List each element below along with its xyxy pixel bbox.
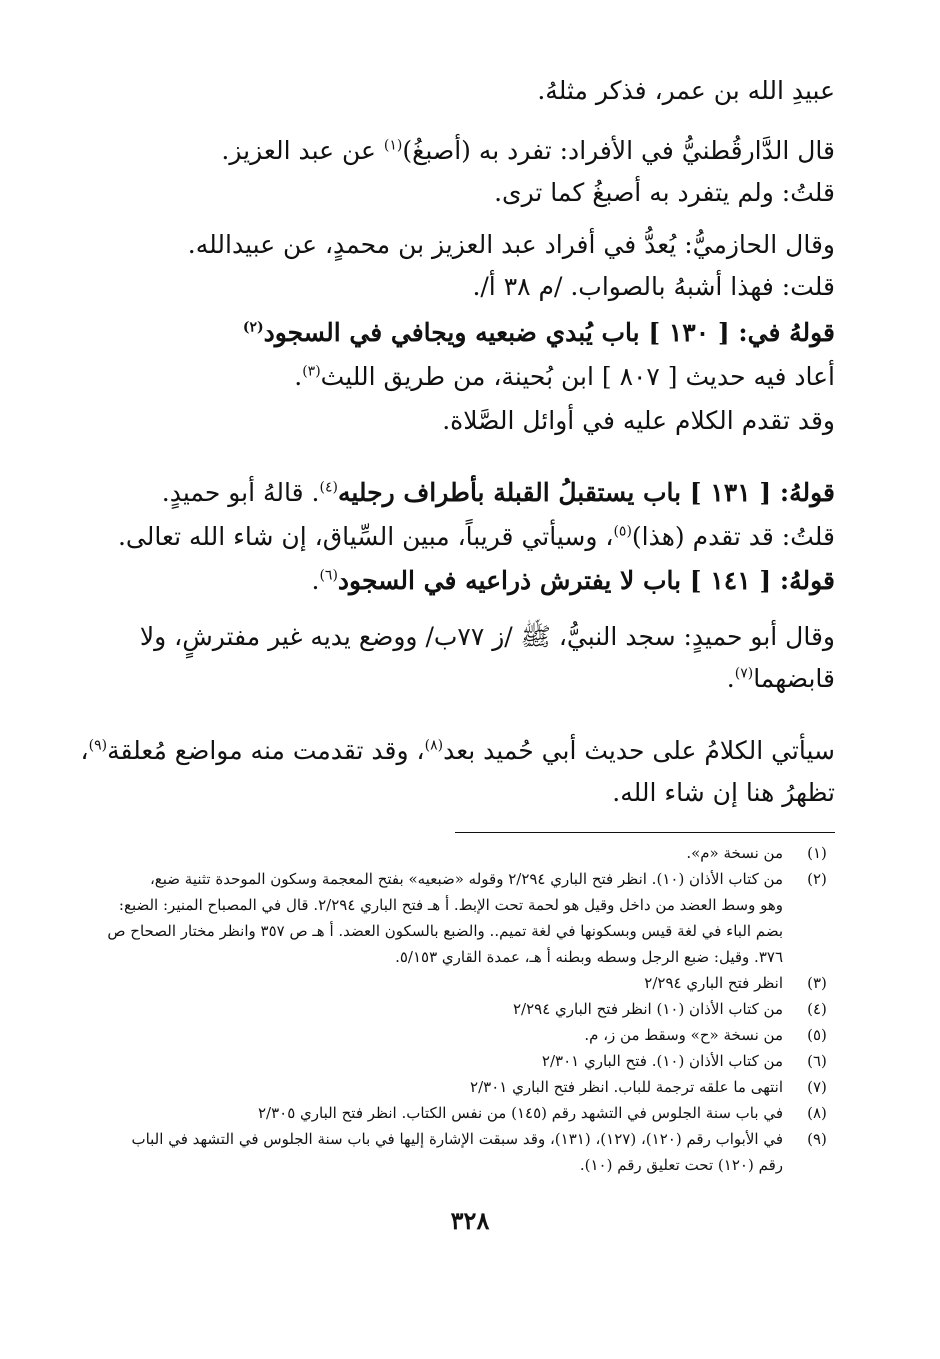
footnote-text: في باب سنة الجلوس في التشهد رقم (١٤٥) من نفس الكتاب. انظر فتح الباري ٢/٣٠٥ (257, 1104, 783, 1122)
body-line-11 (95, 564, 835, 598)
body-line-15 (95, 776, 835, 810)
footnote-ref-4[interactable]: (٤) (319, 479, 338, 496)
footnote-text: في الأبواب رقم (١٢٠)، (١٢٧)، (١٣١)، وقد سبقت الإشارة إليها في باب سنة الجلوس في التشهد في الباب (131, 1130, 783, 1148)
footnote-text: انتهى ما علقه ترجمة للباب. انظر فتح الباري ٢/٣٠١ (470, 1078, 783, 1096)
footnote-ref-9[interactable]: (٩) (88, 737, 108, 754)
footnote-text: من نسخة «م». (686, 844, 783, 862)
footnote-number: (٦) (807, 1052, 827, 1070)
footnote-ref-7[interactable]: (٧) (734, 665, 754, 682)
footnote-number: (٢) (807, 870, 827, 888)
footnote-ref-1[interactable]: (١) (383, 137, 403, 154)
line-text: . (311, 566, 320, 595)
line-text: قال الدَّارقُطنيُّ في الأفراد: تفرد به (أصبغُ) (402, 136, 835, 165)
body-line-14 (80, 734, 835, 768)
line-text: قابضهما (753, 664, 835, 693)
line-text: قلتُ: ولم يتفرد به أصبغُ كما ترى. (494, 178, 835, 207)
footnote-number: (٥) (807, 1026, 827, 1044)
footnote-ref-5[interactable]: (٥) (613, 523, 632, 540)
body-line-2 (95, 134, 835, 168)
line-text: قلتُ: قد تقدم (هذا) (631, 522, 835, 551)
footnote-text: من كتاب الأذان (١٠). فتح الباري ٢/٣٠١ (541, 1052, 783, 1070)
footnote-9-cont-1: رقم (١٢٠) تحت تعليق رقم (١٠). (579, 1156, 783, 1174)
footnote-ref-3[interactable]: (٣) (302, 363, 321, 380)
line-text: ، وقد تقدمت منه مواضع مُعلقة (107, 736, 425, 765)
body-line-1 (95, 74, 835, 108)
body-line-12 (95, 620, 835, 654)
footnote-number: (٤) (807, 1000, 827, 1018)
footnote-number: (٨) (807, 1104, 827, 1122)
body-line-3 (95, 176, 835, 210)
footnote-number: (٧) (807, 1078, 827, 1096)
line-text: وقال أبو حميدٍ: سجد النبيُّ، ﷺ /ز ٧٧ب/ ووضع يديه غير مفترشٍ، ولا (139, 622, 835, 651)
footnote-2-cont-1: وهو وسط العضد من داخل وقيل هو لحمة تحت الإبط. أ هـ فتح الباري ٢/٢٩٤. قال في المصباح المنير: الضبع: (118, 896, 783, 914)
footnote-number: (١) (807, 844, 827, 862)
line-text: عبيدِ الله بن عمر، فذكر مثلهُ. (537, 76, 835, 105)
line-text: سيأتي الكلامُ على حديث أبي حُميد بعد (443, 736, 835, 765)
line-text: أعاد فيه حديث [ ٨٠٧ ] ابن بُحينة، من طريق الليث (320, 362, 835, 391)
footnote-ref-6[interactable]: (٦) (319, 567, 338, 584)
body-line-8 (95, 404, 835, 438)
line-text: ، (80, 736, 89, 765)
line-text: قولهُ في: [ ١٣٠ ] باب يُبدي ضبعيه ويجافي في السجود (263, 318, 835, 347)
line-text: . (294, 362, 303, 391)
line-text: قولهُ: [ ١٣١ ] باب يستقبلُ القبلة بأطراف رجليه (337, 478, 835, 507)
line-text: قولهُ: [ ١٤١ ] باب لا يفترش ذراعيه في السجود (337, 566, 835, 595)
body-line-5 (95, 270, 835, 304)
body-line-9 (95, 476, 835, 510)
body-line-10 (95, 520, 835, 554)
line-text: عن عبد العزيز. (221, 136, 384, 165)
line-text: قلت: فهذا أشبهُ بالصواب. /م ٣٨ أ/. (472, 272, 835, 301)
footnote-ref-2[interactable]: (٢) (242, 319, 264, 336)
line-text: وقال الحازميُّ: يُعدُّ في أفراد عبد العزيز بن محمدٍ، عن عبيدالله. (187, 230, 835, 259)
line-text: . قالهُ أبو حميدٍ. (161, 478, 320, 507)
body-line-4 (95, 228, 835, 262)
line-text: وقد تقدم الكلام عليه في أوائل الصَّلاة. (442, 406, 835, 435)
footnote-number: (٣) (807, 974, 827, 992)
footnote-2-cont-2: بضم الباء في لغة قيس وبسكونها في لغة تميم.. والضبع بالسكون العضد. أ هـ ص ٣٥٧ وانظر مختار الصحاح ص (107, 922, 783, 940)
footnote-text: من كتاب الأذان (١٠) انظر فتح الباري ٢/٢٩٤ (512, 1000, 783, 1018)
footnote-text: انظر فتح الباري ٢/٢٩٤ (644, 974, 783, 992)
body-line-6-heading (95, 316, 835, 350)
footnote-text: من كتاب الأذان (١٠). انظر فتح الباري ٢/٢٩٤ وقوله «ضبعيه» بفتح المعجمة وسكون الموحدة تثنية ضبع، (149, 870, 783, 888)
footnote-number: (٩) (807, 1130, 827, 1148)
body-line-7 (95, 360, 835, 394)
footnote-2-cont-3: ٣٧٦. وقيل: ضبع الرجل وسطه وبطنه أ هـ، عمدة القاري ٥/١٥٣. (395, 948, 783, 966)
page-number: ٣٢٨ (450, 1206, 490, 1235)
footnote-text: من نسخة «ح» وسقط من ز، م. (584, 1026, 783, 1044)
footnote-divider (455, 832, 835, 833)
line-text: ، وسيأتي قريباً، مبين السِّياق، إن شاء الله تعالى. (117, 522, 614, 551)
footnote-ref-8[interactable]: (٨) (424, 737, 444, 754)
line-text: تظهرُ هنا إن شاء الله. (612, 778, 835, 807)
body-line-13 (95, 662, 835, 696)
line-text: . (726, 664, 735, 693)
